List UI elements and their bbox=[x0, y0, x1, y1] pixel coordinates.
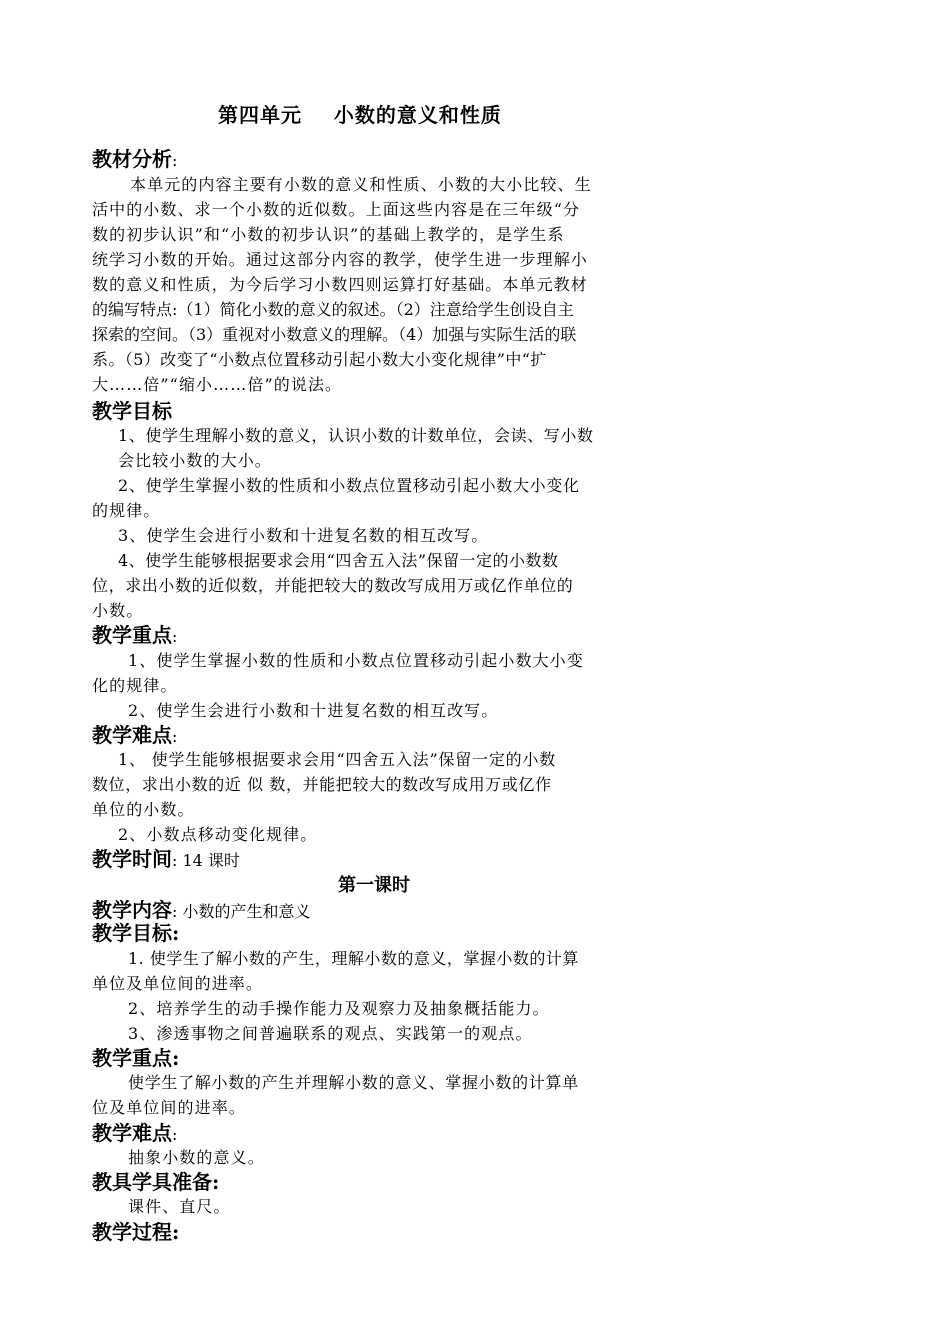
lesson-content-heading: 教学内容: 小数的产生和意义 bbox=[92, 898, 311, 922]
analysis-line: 数的初步认识”和“小数的初步认识”的基础上教学的，是学生系 bbox=[92, 225, 565, 244]
goals-line: 的规律。 bbox=[92, 501, 161, 520]
analysis-heading: 教材分析: bbox=[92, 147, 178, 171]
lesson-process-heading: 教学过程: bbox=[92, 1220, 180, 1244]
lesson-content-value: : 小数的产生和意义 bbox=[172, 902, 311, 921]
key-points-heading: 教学重点: bbox=[92, 623, 178, 647]
time-value: : 14 课时 bbox=[172, 851, 240, 870]
lesson-key-line: 位及单位间的进率。 bbox=[92, 1098, 246, 1117]
goals-heading: 教学目标 bbox=[92, 399, 172, 423]
goals-line: 4、使学生能够根据要求会用“四舍五入法”保留一定的小数数 bbox=[118, 551, 559, 570]
goals-line: 小数。 bbox=[92, 601, 144, 620]
difficulties-line: 数位，求出小数的近 似 数，并能把较大的数改写成用万或亿作 bbox=[92, 775, 552, 794]
difficulties-line: 1、 使学生能够根据要求会用“四舍五入法”保留一定的小数 bbox=[118, 750, 557, 769]
goals-line: 会比较小数的大小。 bbox=[118, 451, 272, 470]
analysis-line: 统学习小数的开始。通过这部分内容的教学，使学生进一步理解小 bbox=[92, 250, 588, 269]
analysis-line: 活中的小数、求一个小数的近似数。上面这些内容是在三年级“分 bbox=[92, 200, 581, 219]
goals-line: 1、使学生理解小数的意义，认识小数的计数单位，会读、写小数 bbox=[118, 426, 594, 445]
lesson-difficulty-heading: 教学难点: bbox=[92, 1121, 178, 1145]
goals-line: 2、使学生掌握小数的性质和小数点位置移动引起小数大小变化 bbox=[118, 476, 580, 495]
lesson-goals-line: 2、培养学生的动手操作能力及观察力及抽象概括能力。 bbox=[128, 999, 550, 1018]
lesson-goals-line: 3、渗透事物之间普遍联系的观点、实践第一的观点。 bbox=[128, 1024, 533, 1043]
analysis-line: 本单元的内容主要有小数的意义和性质、小数的大小比较、生 bbox=[130, 175, 592, 194]
difficulties-heading: 教学难点: bbox=[92, 723, 178, 747]
lesson-difficulty-line: 抽象小数的意义。 bbox=[128, 1148, 265, 1167]
analysis-line: 的编写特点:（1）简化小数的意义的叙述。（2）注意给学生创设自主 bbox=[92, 300, 574, 319]
lesson-tools-line: 课件、直尺。 bbox=[128, 1197, 231, 1216]
lesson-tools-heading: 教具学具准备: bbox=[92, 1170, 220, 1194]
unit-title: 第四单元 小数的意义和性质 bbox=[218, 103, 502, 127]
analysis-line: 探索的空间。（3）重视对小数意义的理解。（4）加强与实际生活的联 bbox=[92, 325, 577, 344]
key-points-line: 化的规律。 bbox=[92, 676, 178, 695]
time-heading: 教学时间: 14 课时 bbox=[92, 847, 240, 871]
lesson-goals-line: 1. 使学生了解小数的产生，理解小数的意义，掌握小数的计算 bbox=[128, 949, 579, 968]
analysis-line: 数的意义和性质，为今后学习小数四则运算打好基础。本单元教材 bbox=[92, 275, 588, 294]
analysis-line: 系。（5）改变了“小数点位置移动引起小数大小变化规律”中“扩 bbox=[92, 350, 547, 369]
analysis-line: 大……倍”“缩小……倍”的说法。 bbox=[92, 375, 343, 394]
lesson-goals-line: 单位及单位间的进率。 bbox=[92, 974, 264, 993]
key-points-line: 1、使学生掌握小数的性质和小数点位置移动引起小数大小变 bbox=[128, 651, 584, 670]
goals-line: 3、使学生会进行小数和十进复名数的相互改写。 bbox=[118, 526, 489, 545]
goals-line: 位，求出小数的近似数，并能把较大的数改写成用万或亿作单位的 bbox=[92, 576, 574, 595]
difficulties-line: 2、小数点移动变化规律。 bbox=[118, 825, 318, 844]
lesson-key-heading: 教学重点: bbox=[92, 1046, 180, 1070]
lesson-title: 第一课时 bbox=[338, 875, 410, 896]
key-points-line: 2、使学生会进行小数和十进复名数的相互改写。 bbox=[128, 701, 499, 720]
difficulties-line: 单位的小数。 bbox=[92, 800, 195, 819]
lesson-key-line: 使学生了解小数的产生并理解小数的意义、掌握小数的计算单 bbox=[128, 1073, 579, 1092]
lesson-goals-heading: 教学目标: bbox=[92, 921, 180, 945]
